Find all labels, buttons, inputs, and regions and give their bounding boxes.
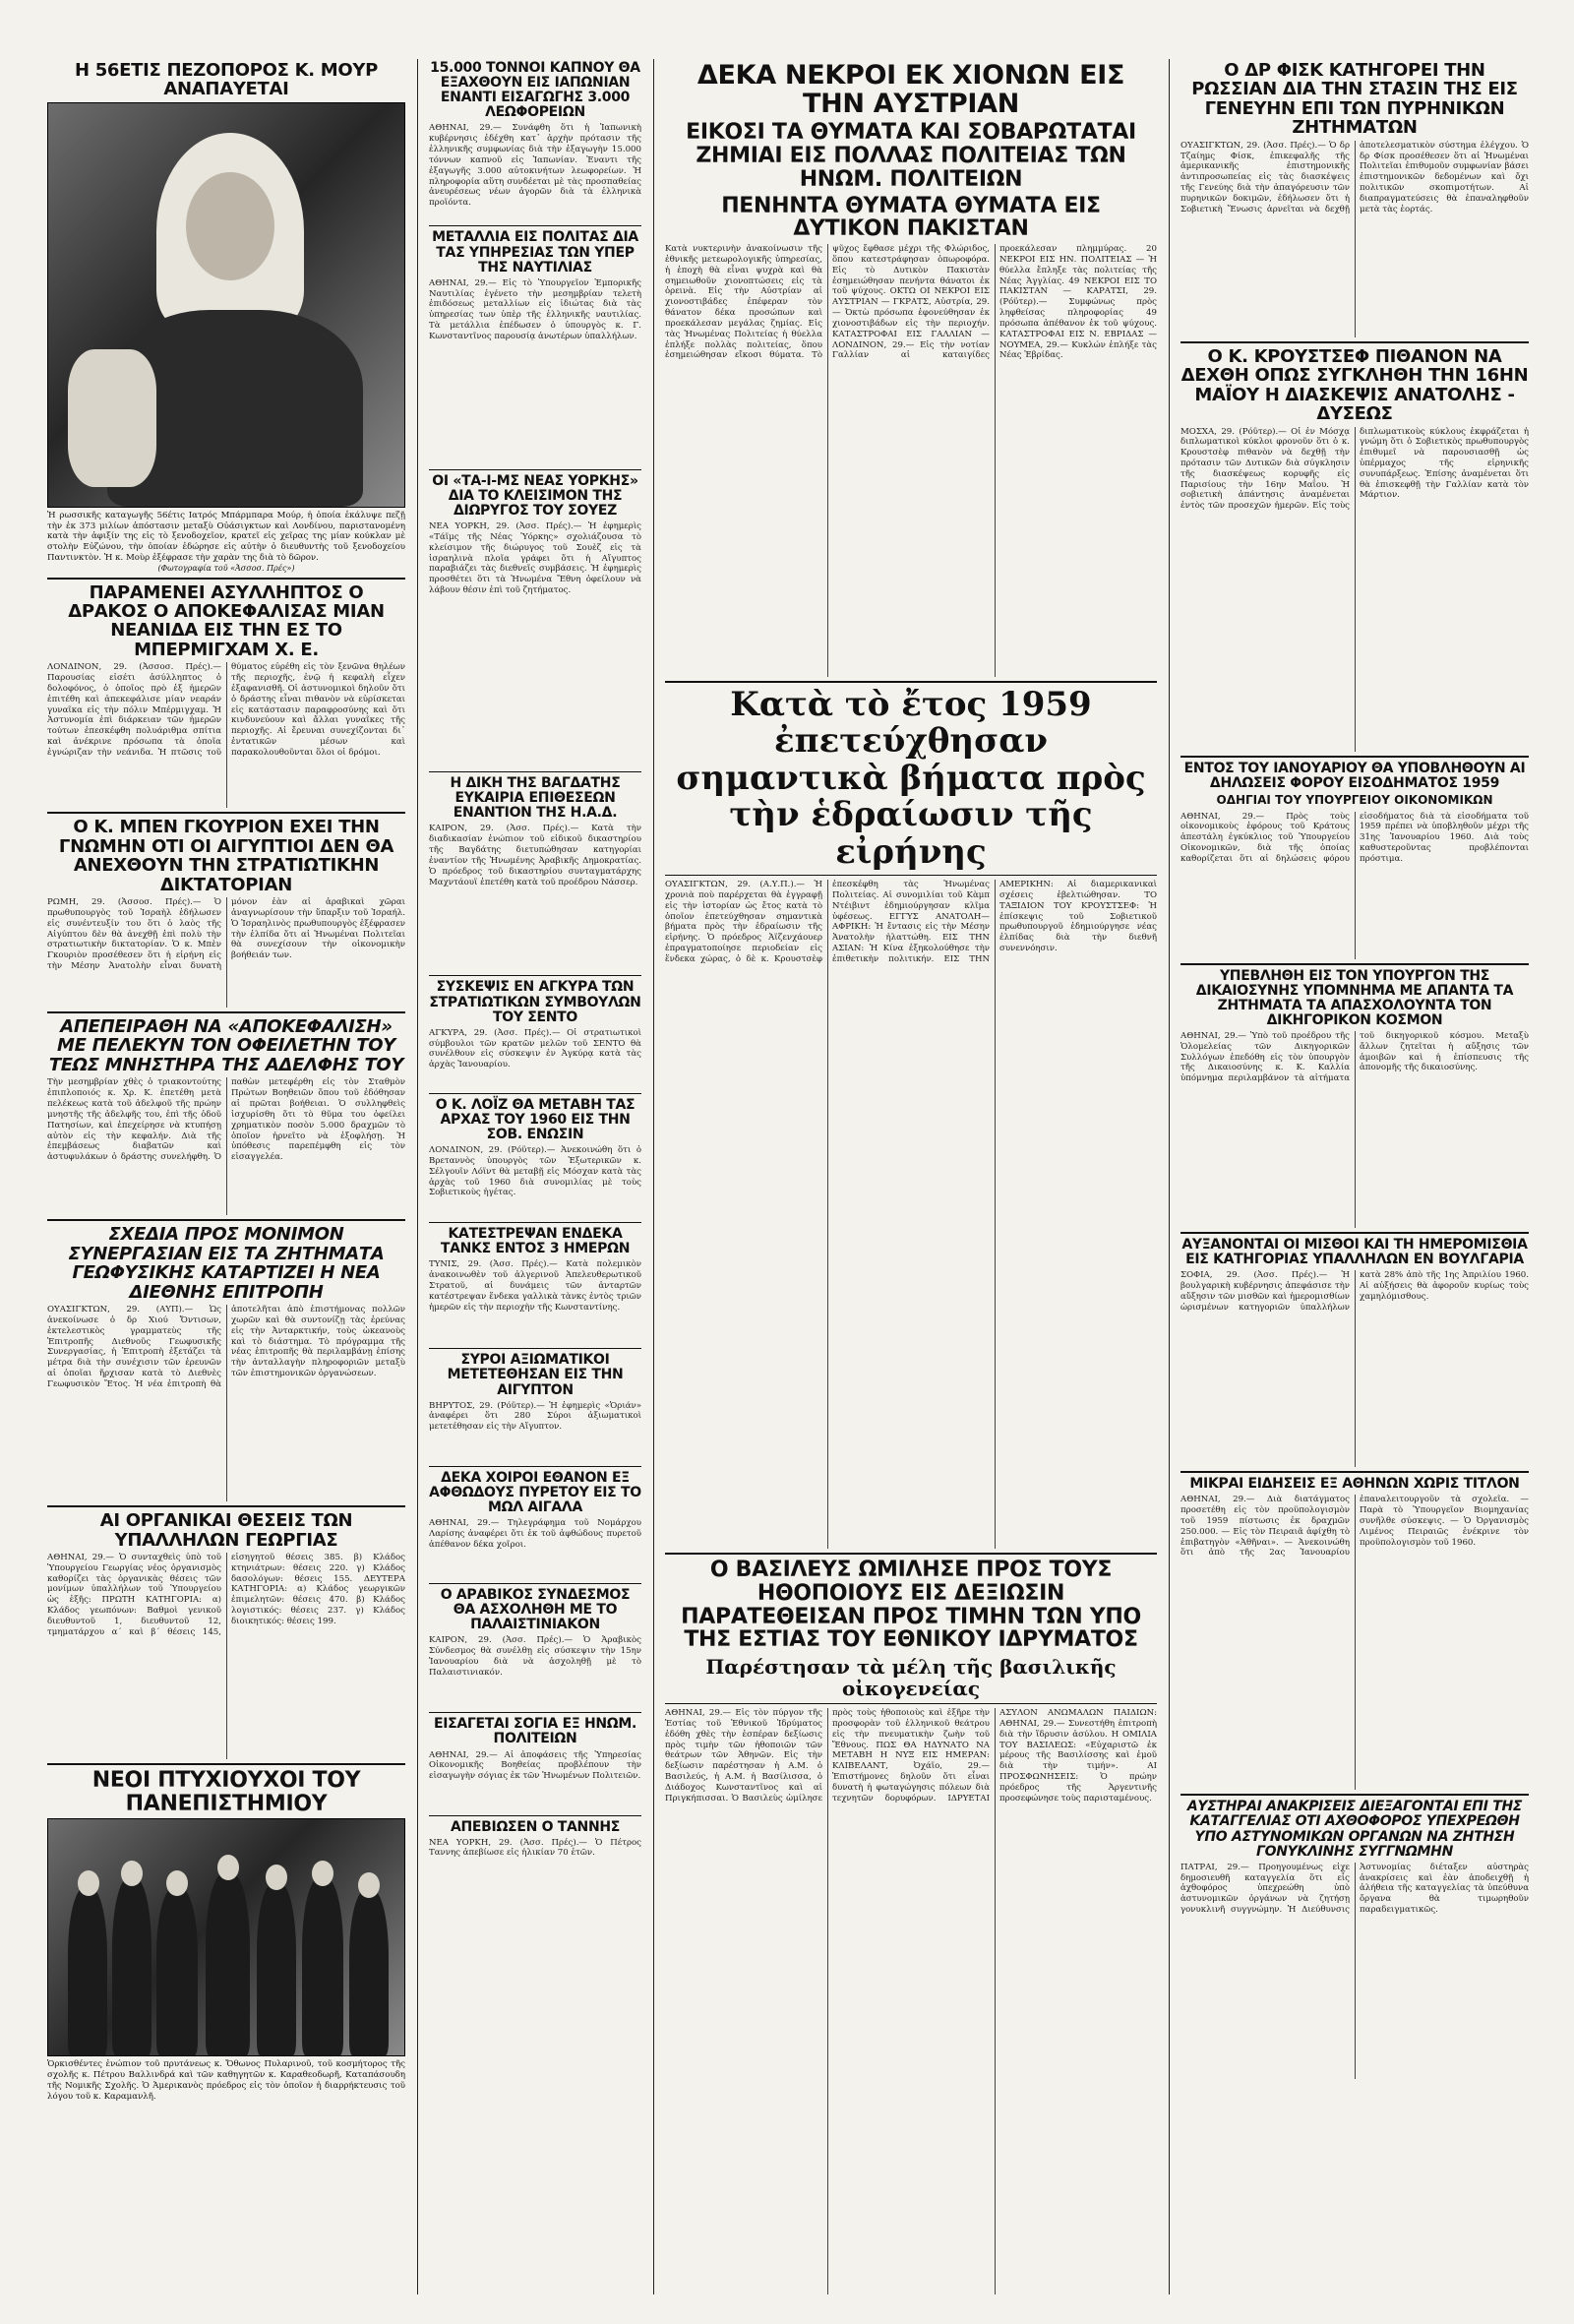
story-body: ΑΘΗΝΑΙ, 29.— Τηλεγράφημα τοῦ Νομάρχου Λαρίσης ἀναφέρει ὅτι ἐκ τοῦ ἀφθώδους πυρετοῦ ἀπέθανον δέκα χοῖροι. (429, 1517, 641, 1550)
story-headline: ΑΙ ΟΡΓΑΝΙΚΑΙ ΘΕΣΕΙΣ ΤΩΝ ΥΠΑΛΛΗΛΩΝ ΓΕΩΡΓΙΑΣ (99, 1510, 353, 1551)
story-body: ΛΟΝΔΙΝΟΝ, 29. (Ρόϋτερ).— Ἀνεκοινώθη ὅτι ὁ Βρεταννὸς ὑπουργὸς τῶν Ἐξωτερικῶν κ. Σέλγουϊν Λόϊντ θὰ μεταβῇ εἰς Μόσχαν κατὰ τὰς ἀρχὰς τοῦ 1960 διὰ συνομιλίας μὲ τοὺς Σοβιετικοὺς ἡγέτας. (429, 1145, 641, 1198)
story-body: ΑΘΗΝΑΙ, 29.— Εἰς τὸ Ὑπουργεῖον Ἐμπορικῆς Ναυτιλίας ἐγένετο τὴν μεσημβρίαν τελετὴ ἐπιδόσεως μεταλλίων εἰς ἰδιώτας διὰ τὰς ὑπηρεσίας των ὑπὲρ τῆς ἑλληνικῆς ναυτιλίας. Τὰ μετάλλια ἐπέδωσεν ὁ ὑπουργὸς κ. Γ. Κωνσταντῖνος παρουσίᾳ ἀνωτέρων ὑπαλλήλων. (429, 277, 641, 341)
story-body: ΝΕΑ ΥΟΡΚΗ, 29. (Ἀσσ. Πρές).— Ὁ Πέτρος Ταννης ἀπεβίωσε εἰς ἡλικίαν 70 ἐτῶν. (429, 1837, 641, 1859)
photo-caption-text: Ἡ ρωσσικῆς καταγωγῆς 56έτις Ιατρός Μπάρμπαρα Μούρ, ἡ ὁποία ἐκάλυψε πεζῇ τὴν ἐκ 373 μιλίων ἀπόστασιν μεταξὺ Οὐάσιγκτων καὶ Λονδίνου, παριστανομένη κατὰ τὴν ἀφιξίν της εἰς τὸ ξενοδοχεῖον, κρατεῖ εἰς χεῖρας της μίαν κούκλαν μὲ στολὴν Εὐζώνου, τὴν ὁποίαν ἐδώρησε εἰς αὐτὴν ὁ διευθυντὴς τοῦ ξενοδοχείου Παντινκτὸν. Ἡ κ. Μοὺρ ἐξέφρασε τὴν χαρὰν της διὰ τὸ δῶρον. (47, 510, 405, 563)
column-2 (421, 59, 649, 2294)
story-headline: Ο Κ. ΚΡΟΥΣΤΣΕΦ ΠΙΘΑΝΟΝ ΝΑ ΔΕΧΘΗ ΟΠΩΣ ΣΥΓΚΛΗΘΗ ΤΗΝ 16ΗΝ ΜΑΪΟΥ Η ΔΙΑΣΚΕΨΙΣ ΑΝΑΤΟΛΗΣ - ΔΥΣΕΩΣ (1180, 345, 1529, 425)
column-rule (653, 59, 654, 2294)
banner-headline: ΔΕΚΑ ΝΕΚΡΟΙ ΕΚ ΧΙΟΝΩΝ ΕΙΣ ΤΗΝ ΑΥΣΤΡΙΑΝ (696, 60, 1125, 120)
story-headline: ΣΥΡΟΙ ΑΞΙΩΜΑΤΙΚΟΙ ΜΕΤΕΤΕΘΗΣΑΝ ΕΙΣ ΤΗΝ ΑΙΓΥΠΤΟΝ (447, 1352, 624, 1398)
photo-caption (47, 2059, 405, 2102)
photo-credit: (Φωτογραφία τοῦ «Ἀσσοσ. Πρές») (157, 563, 295, 573)
story-body: ΑΘΗΝΑΙ, 29.— Πρὸς τοὺς οἰκονομικοὺς ἐφόρους τοῦ Κράτους ἀπεστάλη ἐγκύκλιος τοῦ Ὑπουργείου Οἰκονομικῶν, διὰ τῆς ὁποίας καθορίζεται ὅτι αἱ δηλώσεις φόρου εἰσοδήματος διὰ τὰ εἰσοδήματα τοῦ 1959 πρέπει νὰ ὑποβληθοῦν μέχρι τῆς 31ης Ἰανουαρίου 1960. Διὰ τοὺς καθυστεροῦντας προβλέπονται πρόστιμα. (1180, 811, 1529, 864)
photo-caption (47, 511, 405, 574)
feature-headline: Κατὰ τὸ ἔτος 1959 ἐπετεύχθησαν σημαντικὰ βήματα πρὸς τὴν ἑδραίωσιν τῆς εἰρήνης (676, 685, 1146, 872)
column-1 (39, 59, 413, 2294)
story-headline: Ο Κ. ΜΠΕΝ ΓΚΟΥΡΙΟΝ ΕΧΕΙ ΤΗΝ ΓΝΩΜΗΝ ΟΤΙ ΟΙ ΑΙΓΥΠΤΙΟΙ ΔΕΝ ΘΑ ΑΝΕΧΘΟΥΝ ΤΗΝ ΣΤΡΑΤΙΩΤΙΚΗΝ ΔΙΚΤΑΤΟΡΙΑΝ (58, 817, 394, 895)
story-headline: ΜΕΤΑΛΛΙΑ ΕΙΣ ΠΟΛΙΤΑΣ ΔΙΑ ΤΑΣ ΥΠΗΡΕΣΙΑΣ ΤΩΝ ΥΠΕΡ ΤΗΣ ΝΑΥΤΙΛΙΑΣ (432, 229, 638, 275)
story-body: ΑΘΗΝΑΙ, 29.— Ὑπὸ τοῦ προέδρου τῆς Ὁλομελείας τῶν Δικηγορικῶν Συλλόγων ἐπεδόθη εἰς τὸν ὑπουργὸν τῆς Δικαιοσύνης κ. Κ. Καλλία ὑπόμνημα περιλαμβάνον τὰ αἰτήματα τοῦ δικηγορικοῦ κόσμου. Μεταξὺ ἄλλων ζητεῖται ἡ αὔξησις τῶν ἀμοιβῶν καὶ ἡ ἐπίσπευσις τῆς ἀπονομῆς τῆς δικαιοσύνης. (1180, 1030, 1529, 1084)
photo-caption-text: Ὁρκισθέντες ἐνώπιον τοῦ πρυτάνεως κ. Ὄθωνος Πυλαρινοῦ, τοῦ κοσμήτορος τῆς σχολῆς κ. Πέτρου Βαλλινδρά καὶ τῶν καθηγητῶν κ. Καραθεοδωρῆ, Καταπάσουδη τῆς Νομικῆς Σχολῆς. Ὁ Ἀμερικανὸς πρόεδρος εἰς τὸν ὁποῖον ἡ διαρρήκτευσις τοῦ λόγου τοῦ κ. Καραμανλῆ. (47, 2059, 405, 2102)
story-headline: ΣΧΕΔΙΑ ΠΡΟΣ ΜΟΝΙΜΟΝ ΣΥΝΕΡΓΑΣΙΑΝ ΕΙΣ ΤΑ ΖΗΤΗΜΑΤΑ ΓΕΩΦΥΣΙΚΗΣ ΚΑΤΑΡΤΙΖΕΙ Η ΝΕΑ ΔΙΕΘΝΗΣ ΕΠΙΤΡΟΠΗ (68, 1224, 385, 1303)
story-body: ΒΗΡΥΤΟΣ, 29. (Ρόϋτερ).— Ἡ ἐφημερὶς «Ὁριάν» ἀναφέρει ὅτι 280 Σύροι ἀξιωματικοὶ μετετέθησαν εἰς τὴν Αἴγυπτον. (429, 1400, 641, 1433)
story-body: ΑΘΗΝΑΙ, 29.— Ὁ συνταχθεὶς ὑπὸ τοῦ Ὑπουργείου Γεωργίας νέος ὀργανισμὸς καθορίζει τὰς ὀργανικὰς θέσεις τῶν μονίμων ὑπαλλήλων τοῦ Ὑπουργείου ὡς ἑξῆς: ΠΡΩΤΗ ΚΑΤΗΓΟΡΙΑ: α) Κλάδος γεωπόνων: Βαθμοὶ γενικοῦ διευθυντοῦ 1, διευθυντοῦ 12, τμηματάρχου α΄ καὶ β΄ θέσεις 145, εἰσηγητοῦ θέσεις 385. β) Κλάδος κτηνιάτρων: θέσεις 220. γ) Κλάδος δασολόγων: θέσεις 155. ΔΕΥΤΕΡΑ ΚΑΤΗΓΟΡΙΑ: α) Κλάδος γεωργικῶν ἐπιμελητῶν: θέσεις 470. β) Κλάδος λογιστικός: θέσεις 237. γ) Κλάδος διοικητικός: θέσεις 199. (47, 1552, 405, 1637)
royal-subheadline: Παρέστησαν τὰ μέλη τῆς βασιλικῆς οἰκογενείας (705, 1655, 1117, 1701)
story-headline: ΑΠΕΠΕΙΡΑΘΗ ΝΑ «ΑΠΟΚΕΦΑΛΙΣΗ» ΜΕ ΠΕΛΕΚΥΝ ΤΟΝ ΟΦΕΙΛΕΤΗΝ ΤΟΥ ΤΕΩΣ ΜΝΗΣΤΗΡΑ ΤΗΣ ΑΔΕΛΦΗΣ ΤΟΥ (48, 1016, 404, 1075)
story-headline: Ο ΑΡΑΒΙΚΟΣ ΣΥΝΔΕΣΜΟΣ ΘΑ ΑΣΧΟΛΗΘΗ ΜΕ ΤΟ ΠΑΛΑΙΣΤΙΝΙΑΚΟΝ (440, 1586, 631, 1633)
story-headline: ΟΙ «ΤΑ-Ι-ΜΣ ΝΕΑΣ ΥΟΡΚΗΣ» ΔΙΑ ΤΟ ΚΛΕΙΣΙΜΟΝ ΤΗΣ ΔΙΩΡΥΓΟΣ ΤΟΥ ΣΟΥΕΖ (432, 472, 638, 519)
story-body: ΡΩΜΗ, 29. (Ἀσσοσ. Πρές).— Ὁ πρωθυπουργὸς τοῦ Ἰσραὴλ ἐδήλωσεν εἰς συνέντευξίν του ὅτι ὁ λαὸς τῆς Αἰγύπτου δὲν θὰ ἀνεχθῇ ἐπὶ πολὺ τὴν στρατιωτικὴν δικτατορίαν. Ὁ κ. Μπὲν Γκουριὸν προσέθεσεν ὅτι ἡ εἰρήνη εἰς τὴν Μέσην Ἀνατολὴν εἶναι δυνατὴ μόνον ἐὰν αἱ ἀραβικαὶ χῶραι ἀναγνωρίσουν τὴν ὕπαρξιν τοῦ Ἰσραήλ. Ὁ Ἰσραηλινὸς πρωθυπουργὸς ἐξέφρασεν τὴν ἐλπίδα ὅτι αἱ Ἡνωμέναι Πολιτεῖαι θὰ συνεχίσουν τὴν οἰκονομικὴν βοήθειάν των. (47, 897, 405, 972)
story-headline: ΠΑΡΑΜΕΝΕΙ ΑΣΥΛΛΗΠΤΟΣ Ο ΔΡΑΚΟΣ Ο ΑΠΟΚΕΦΑΛΙΣΑΣ ΜΙΑΝ ΝΕΑΝΙΔΑ ΕΙΣ ΤΗΝ ΕΣ ΤΟ ΜΠΕΡΜΙΓΧΑΜ Χ. Ε. (68, 581, 385, 660)
photo-headline: Η 56ΕΤΙΣ ΠΕΖΟΠΟΡΟΣ Κ. ΜΟΥΡ ΑΝΑΠΑΥΕΤΑΙ (74, 60, 379, 100)
story-body: ΣΟΦΙΑ, 29. (Ἀσσ. Πρές).— Ἡ βουλγαρικὴ κυβέρνησις ἀπεφάσισε τὴν αὔξησιν τῶν μισθῶν καὶ ἡμερομισθίων ὡρισμένων κατηγοριῶν ὑπαλλήλων κατὰ 28% ἀπὸ τῆς 1ης Ἀπριλίου 1960. Αἱ αὐξήσεις θὰ ἀφοροῦν κυρίως τοὺς χαμηλόμισθους. (1180, 1270, 1529, 1313)
story-headline: 15.000 ΤΟΝΝΟΙ ΚΑΠΝΟΥ ΘΑ ΕΞΑΧΘΟΥΝ ΕΙΣ ΙΑΠΩΝΙΑΝ ΕΝΑΝΤΙ ΕΙΣΑΓΩΓΗΣ 3.000 ΛΕΩΦΟΡΕΙΩΝ (430, 60, 640, 121)
banner-headline: ΠΕΝΗΝΤΑ ΘΥΜΑΤΑ ΘΥΜΑΤΑ ΕΙΣ ΔΥΤΙΚΟΝ ΠΑΚΙΣΤΑΝ (721, 193, 1101, 242)
story-headline: Ο Κ. ΛΟΪΖ ΘΑ ΜΕΤΑΒΗ ΤΑΣ ΑΡΧΑΣ ΤΟΥ 1960 ΕΙΣ ΤΗΝ ΣΟΒ. ΕΝΩΣΙΝ (435, 1096, 636, 1142)
column-3 (657, 59, 1165, 2294)
story-body: ΑΘΗΝΑΙ, 29.— Αἱ ἀποφάσεις τῆς Ὑπηρεσίας Οἰκονομικῆς Βοηθείας προβλέπουν τὴν εἰσαγωγὴν σόγιας ἐκ τῶν Ἡνωμένων Πολιτειῶν. (429, 1749, 641, 1782)
column-rule (1169, 59, 1170, 2294)
story-headline: ΕΝΤΟΣ ΤΟΥ ΙΑΝΟΥΑΡΙΟΥ ΘΑ ΥΠΟΒΛΗΘΟΥΝ ΑΙ ΔΗΛΩΣΕΙΣ ΦΟΡΟΥ ΕΙΣΟΔΗΜΑΤΟΣ 1959 (1183, 760, 1526, 791)
story-body: ΑΘΗΝΑΙ, 29.— Διὰ διατάγματος προσετέθη εἰς τὸν προϋπολογισμὸν τοῦ 1959 πίστωσις ἐκ δραχμῶν 250.000. — Εἰς τὸν Πειραιᾶ ἀφίχθη τὸ ἐπιβατηγὸν «Ἀθῆναι». — Ἀνεκοινώθη ὅτι ἀπὸ τῆς 2ας Ἰανουαρίου ἐπαναλειτουργοῦν τὰ σχολεῖα. — Παρὰ τὸ Ὑπουργεῖον Βιομηχανίας συνῆλθε σύσκεψις. — Ὁ Ὀργανισμὸς Λιμένος Πειραιῶς ἐνέκρινε τὸν προϋπολογισμὸν τοῦ 1960. (1180, 1495, 1529, 1559)
story-headline: ΝΕΟΙ ΠΤΥΧΙΟΥΧΟΙ ΤΟΥ ΠΑΝΕΠΙΣΤΗΜΙΟΥ (91, 1767, 361, 1816)
story-body: Τὴν μεσημβρίαν χθὲς ὁ τριακοντούτης ἐπιπλοποιός κ. Χρ. Κ. ἐπετέθη μετὰ πελέκεως κατὰ τοῦ ἀδελφοῦ τῆς πρώην μνηστῆς τῆς ἀδελφῆς του, ἐπὶ τῆς ὁδοῦ Πατησίων, καὶ ἐπεχείρησε νὰ κτυπήσῃ αὐτὸν εἰς τὴν κεφαλήν. Διὰ τῆς ἐπεμβάσεως διαβατῶν καὶ ἀστυφυλάκων ὁ δράστης συνελήφθη. Ὁ παθὼν μετεφέρθη εἰς τὸν Σταθμὸν Πρώτων Βοηθειῶν ὅπου τοῦ ἐδόθησαν αἱ πρῶται βοήθειαι. Ὁ συλληφθεὶς ἰσχυρίσθη ὅτι τὸ θῦμα του ὀφείλει χρηματικὸν ποσὸν 5.000 δραχμῶν τὸ ὁποῖον ἠρνεῖτο νὰ ἐξοφλήσῃ. Ἡ ὑπόθεσις παρεπέμφθη εἰς τὸν εἰσαγγελέα. (47, 1077, 405, 1163)
story-headline: ΕΙΣΑΓΕΤΑΙ ΣΟΓΙΑ ΕΞ ΗΝΩΜ. ΠΟΛΙΤΕΙΩΝ (433, 1716, 637, 1747)
feature-body: ΟΥΑΣΙΓΚΤΩΝ, 29. (Α.Υ.Π.).— Ἡ χρονιὰ ποὺ παρέρχεται θὰ ἐγγραφῇ εἰς τὴν ἱστορίαν ὡς ἔτος κατὰ τὸ ὁποῖον ἐπετεύχθησαν σημαντικὰ βήματα πρὸς τὴν ἑδραίωσιν τῆς εἰρήνης. Ὁ πρόεδρος Ἀϊζενχάουερ ἐπραγματοποίησε περιοδείαν εἰς ἕνδεκα χώρας, ὁ δὲ κ. Κρουστσὲφ ἐπεσκέφθη τὰς Ἡνωμένας Πολιτείας. Αἱ συνομιλίαι τοῦ Κὰμπ Ντέιβιντ ἐδημιούργησαν κλῖμα ὑφέσεως. ΕΓΓΥΣ ΑΝΑΤΟΛΗ—ΑΦΡΙΚΗ: Ἡ ἔντασις εἰς τὴν Μέσην Ἀνατολὴν ἠλαττώθη. ΕΙΣ ΤΗΝ ΑΣΙΑΝ: Ἡ Κίνα ἐξηκολούθησε τὴν ἐπιθετικὴν πολιτικήν. ΕΙΣ ΤΗΝ ΑΜΕΡΙΚΗΝ: Αἱ διαμερικανικαὶ σχέσεις ἐβελτιώθησαν. ΤΟ ΤΑΞΙΔΙΟΝ ΤΟΥ ΚΡΟΥΣΤΣΕΦ: Ἡ ἐπίσκεψις τοῦ Σοβιετικοῦ πρωθυπουργοῦ ἐδημιούργησε νέας ἐλπίδας διὰ τὴν διεθνῆ συνεννόησιν. (665, 880, 1157, 964)
story-headline: ΑΠΕΒΙΩΣΕΝ Ο ΤΑΝΝΗΣ (450, 1818, 621, 1835)
story-body: ΛΟΝΔΙΝΟΝ, 29. (Ἀσσοσ. Πρές).— Παρουσίας εἰσέτι ἀσύλληπτος ὁ δολοφόνος, ὁ ὁποῖος πρὸ ἐξ ἡμερῶν ἐπιτέθη καὶ ἀπεκεφάλισε μίαν νεαράν γυναῖκα εἰς τὴν πόλιν Μπέρμιγχαμ. Ἡ Ἀστυνομία ἐπὶ διάρκειαν τῶν ἡμερῶν τούτων ἐπεσκέφθη πολυάριθμα σπίτια καὶ ἀνέκρινε πρόσωπα τὰ ὁποῖα ἐγνώριζαν τὴν νεάνιδα. Ἡ πτῶσις τοῦ θύματος εὑρέθη εἰς τὸν ξενῶνα θηλέων τῆς περιοχῆς, ἐνῷ ἡ κεφαλὴ εἶχεν ἐξαφανισθῆ. Οἱ ἀστυνομικοὶ δηλοῦν ὅτι ὁ δράστης εἶναι πιθανὸν νὰ εὑρίσκεται εἰς κατάστασιν παραφροσύνης καὶ ὅτι κινδυνεύουν καὶ ἄλλαι γυναῖκες τῆς περιοχῆς. Αἱ ἔρευναι συνεχίζονται δι᾽ ἐντατικῶν μέσων καὶ παρακολουθοῦνται ὅλοι οἱ δρόμοι. (47, 662, 405, 758)
story-body: ΜΟΣΧΑ, 29. (Ρόϋτερ).— Οἱ ἐν Μόσχᾳ διπλωματικοὶ κύκλοι φρονοῦν ὅτι ὁ κ. Κρουστσὲφ πιθανὸν νὰ δεχθῇ τὴν πρότασιν τῶν Δυτικῶν διὰ σύγκλησιν τῆς διασκέψεως κορυφῆς εἰς Παρισίους τὴν 16ην Μαΐου. Ἡ σοβιετικὴ ἀπάντησις ἀναμένεται ἐντὸς τῶν προσεχῶν ἡμερῶν. Εἰς τοὺς διπλωματικοὺς κύκλους ἐκφράζεται ἡ γνώμη ὅτι ὁ Σοβιετικὸς πρωθυπουργὸς ἐπιθυμεῖ νὰ παρουσιασθῇ ὡς ὑπέρμαχος τῆς εἰρηνικῆς συνυπάρξεως. Ἐπίσης ἀναμένεται ὅτι θὰ ἐπισκεφθῇ τὴν Γαλλίαν κατὰ τὸν Μάρτιον. (1180, 426, 1529, 512)
story-body: ΠΑΤΡΑΙ, 29.— Προηγουμένως εἶχε δημοσιευθῆ καταγγελία ὅτι εἷς ἀχθοφόρος ὑπεχρεώθη ὑπὸ ἀστυνομικῶν ὀργάνων νὰ ζητήσῃ γονυκλινῆ συγγνώμην. Ἡ Διεύθυνσις Ἀστυνομίας διέταξεν αὐστηρὰς ἀνακρίσεις καὶ ἐὰν ἀποδειχθῇ ἡ ἀλήθεια τῆς καταγγελίας τὰ ὑπεύθυνα ὄργανα θὰ τιμωρηθοῦν παραδειγματικῶς. (1180, 1862, 1529, 1916)
royal-body: ΑΘΗΝΑΙ, 29.— Εἰς τὸν πύργον τῆς Ἑστίας τοῦ Ἐθνικοῦ Ἱδρύματος ἐδόθη χθὲς τὴν ἑσπέραν δεξίωσις πρὸς τιμὴν τῶν ἠθοποιῶν τῶν θεάτρων τῶν Ἀθηνῶν. Εἰς τὴν δεξίωσιν παρέστησαν ἡ Α.Μ. ὁ Βασιλεύς, ἡ Α.Μ. ἡ Βασίλισσα, ὁ Διάδοχος Κωνσταντῖνος καὶ αἱ Πριγκήπισσαι. Ὁ Βασιλεὺς ὡμίλησε πρὸς τοὺς ἠθοποιοὺς καὶ ἐξῆρε τὴν προσφορὰν τοῦ ἑλληνικοῦ θεάτρου εἰς τὴν πνευματικὴν ζωὴν τοῦ Ἔθνους. ΠΩΣ ΘΑ ΗΔΥΝΑΤΟ ΝΑ ΜΕΤΑΒΗ Η ΝΥΞ ΕΙΣ ΗΜΕΡΑΝ: ΚΛΙΒΕΛΑΝΤ, Ὀχάϊο, 29.— Ἐπιστήμονες δηλοῦν ὅτι εἶναι δυνατὴ ἡ φωταγώγησις πόλεων διὰ τεχνητῶν δορυφόρων. ΙΔΡΥΕΤΑΙ ΑΣΥΛΟΝ ΑΝΩΜΑΛΩΝ ΠΑΙΔΙΩΝ: ΑΘΗΝΑΙ, 29.— Συνεστήθη ἐπιτροπὴ διὰ τὴν ἵδρυσιν ἀσύλου. Η ΟΜΙΛΙΑ ΤΟΥ ΒΑΣΙΛΕΩΣ: «Εὐχαριστῶ ἐκ μέρους τῆς Βασιλίσσης καὶ ἐμοῦ διὰ τὴν τιμήν». ΑΙ ΠΡΟΣΦΩΝΗΣΕΙΣ: Ὁ πρώην πρόεδρος τῆς Ἀργεντινῆς προσεφώνησε τοὺς παρισταμένους. (665, 1708, 1157, 1804)
story-headline: ΥΠΕΒΛΗΘΗ ΕΙΣ ΤΟΝ ΥΠΟΥΡΓΟΝ ΤΗΣ ΔΙΚΑΙΟΣΥΝΗΣ ΥΠΟΜΝΗΜΑ ΜΕ ΑΠΑΝΤΑ ΤΑ ΖΗΤΗΜΑΤΑ ΤΑ ΑΠΑΣΧΟΛΟΥΝΤΑ ΤΟΝ ΔΙΚΗΓΟΡΙΚΟΝ ΚΟΣΜΟΝ (1195, 967, 1514, 1028)
story-headline: Ο ΔΡ ΦΙΣΚ ΚΑΤΗΓΟΡΕΙ ΤΗΝ ΡΩΣΣΙΑΝ ΔΙΑ ΤΗΝ ΣΤΑΣΙΝ ΤΗΣ ΕΙΣ ΓΕΝΕΥΗΝ ΕΠΙ ΤΩΝ ΠΥΡΗΝΙΚΩΝ ΖΗΤΗΜΑΤΩΝ (1191, 60, 1518, 139)
story-headline: ΔΕΚΑ ΧΟΙΡΟΙ ΕΘΑΝΟΝ ΕΞ ΑΦΘΩΔΟΥΣ ΠΥΡΕΤΟΥ ΕΙΣ ΤΟ ΜΩΛ ΑΙΓΑΛΑ (429, 1469, 641, 1515)
royal-headline: Ο ΒΑΣΙΛΕΥΣ ΩΜΙΛΗΣΕ ΠΡΟΣ ΤΟΥΣ ΗΘΟΠΟΙΟΥΣ ΕΙΣ ΔΕΞΙΩΣΙΝ ΠΑΡΑΤΕΘΕΙΣΑΝ ΠΡΟΣ ΤΙΜΗΝ ΤΩΝ ΥΠΟ ΤΗΣ ΕΣΤΙΑΣ ΤΟΥ ΕΘΝΙΚΟΥ ΙΔΡΥΜΑΤΟΣ (681, 1558, 1141, 1653)
story-body: ΟΥΑΣΙΓΚΤΩΝ, 29. (Ἀσσ. Πρές).— Ὁ δρ Τζαίημς Φίσκ, ἐπικεφαλῆς τῆς ἀμερικανικῆς ἐπιστημονικῆς ἀντιπροσωπείας εἰς τὰς διασκέψεις τῆς Γενεύης διὰ τὴν ἀπαγόρευσιν τῶν πυρηνικῶν δοκιμῶν, ἐδήλωσεν ὅτι ἡ Σοβιετικὴ Ἕνωσις ἀρνεῖται νὰ δεχθῇ ἀποτελεσματικὸν σύστημα ἐλέγχου. Ὁ δρ Φίσκ προσέθεσεν ὅτι αἱ Ἡνωμέναι Πολιτεῖαι ἐπιθυμοῦν συμφωνίαν βάσει ἐπιστημονικῶν δεδομένων καὶ ὄχι πολιτικῶν σκοπιμοτήτων. Αἱ διαπραγματεύσεις θὰ ἐπαναληφθοῦν μετὰ τὰς ἑορτάς. (1180, 140, 1529, 214)
story-body: ΤΥΝΙΣ, 29. (Ἀσσ. Πρές).— Κατὰ πολεμικὸν ἀνακοινωθὲν τοῦ ἀλγερινοῦ Ἀπελευθερωτικοῦ Στρατοῦ, αἱ δυνάμεις τῶν ἀνταρτῶν κατέστρεψαν ἕνδεκα γαλλικὰ τὰνκς ἐντὸς τριῶν ἡμερῶν εἰς τὴν περιοχὴν τῆς Κωνσταντίνης. (429, 1259, 641, 1313)
story-headline: ΣΥΣΚΕΨΙΣ ΕΝ ΑΓΚΥΡΑ ΤΩΝ ΣΤΡΑΤΙΩΤΙΚΩΝ ΣΥΜΒΟΥΛΩΝ ΤΟΥ ΣΕΝΤΟ (429, 979, 641, 1025)
story-body: ΑΓΚΥΡΑ, 29. (Ἀσσ. Πρές).— Οἱ στρατιωτικοὶ σύμβουλοι τῶν κρατῶν μελῶν τοῦ ΣΕΝΤΟ θὰ συνέλθουν εἰς σύσκεψιν ἐν Ἀγκύρᾳ κατὰ τὰς ἀρχὰς Ἰανουαρίου. (429, 1027, 641, 1070)
story-headline: Η ΔΙΚΗ ΤΗΣ ΒΑΓΔΑΤΗΣ ΕΥΚΑΙΡΙΑ ΕΠΙΘΕΣΕΩΝ ΕΝΑΝΤΙΟΝ ΤΗΣ Η.Α.Δ. (450, 775, 621, 822)
story-body: ΚΑΪΡΟΝ, 29. (Ἀσσ. Πρές).— Κατὰ τὴν διαδικασίαν ἐνώπιον τοῦ εἰδικοῦ δικαστηρίου τῆς Βαγδάτης διετυπώθησαν κατηγορίαι ἐναντίον τῆς Ἡνωμένης Ἀραβικῆς Δημοκρατίας. Ὁ πρόεδρος τοῦ δικαστηρίου συνταγματάρχης Μαχντάουϊ ἐπετέθη κατὰ τοῦ προέδρου Νάσσερ. (429, 824, 641, 887)
story-subheadline: ΟΔΗΓΙΑΙ ΤΟΥ ΥΠΟΥΡΓΕΙΟΥ ΟΙΚΟΝΟΜΙΚΩΝ (1216, 792, 1493, 807)
story-headline: ΜΙΚΡΑΙ ΕΙΔΗΣΕΙΣ ΕΞ ΑΘΗΝΩΝ ΧΩΡΙΣ ΤΙΤΛΟΝ (1189, 1476, 1520, 1493)
photo-graduates-group (47, 1818, 405, 2056)
story-body: ΝΕΑ ΥΟΡΚΗ, 29. (Ἀσσ. Πρές).— Ἡ ἐφημερὶς «Τάϊμς τῆς Νέας Ὑόρκης» σχολιάζουσα τὸ κλείσιμον τῆς διώρυγος τοῦ Σουὲζ εἰς τὰ ἰσραηλινὰ πλοῖα γράφει ὅτι ἡ Αἴγυπτος παραβιάζει τὰς διεθνεῖς συμβάσεις. Ἡ ἐφημερὶς προσθέτει ὅτι τὰ Ἡνωμένα Ἔθνη ὀφείλουν νὰ λάβουν θέσιν ἐπὶ τοῦ ζητήματος. (429, 521, 641, 596)
story-body: ΚΑΪΡΟΝ, 29. (Ἀσσ. Πρές).— Ὁ Ἀραβικὸς Σύνδεσμος θὰ συνέλθῃ εἰς σύσκεψιν τὴν 15ην Ἰανουαρίου διὰ νὰ ἀσχοληθῇ μὲ τὸ Παλαιστινιακόν. (429, 1635, 641, 1678)
column-rule (417, 59, 418, 2294)
column-4 (1173, 59, 1537, 2294)
story-headline: ΑΥΞΑΝΟΝΤΑΙ ΟΙ ΜΙΣΘΟΙ ΚΑΙ ΤΗ ΗΜΕΡΟΜΙΣΘΙΑ ΕΙΣ ΚΑΤΗΓΟΡΙΑΣ ΥΠΑΛΛΗΛΩΝ ΕΝ ΒΟΥΛΓΑΡΙΑ (1181, 1236, 1528, 1268)
story-body: Κατὰ νυκτερινὴν ἀνακοίνωσιν τῆς ἐθνικῆς μετεωρολογικῆς ὑπηρεσίας, ἡ ἐποχὴ θὰ εἶναι ψυχρὰ καὶ θὰ σημειωθοῦν χιονοπτώσεις εἰς τὰ ὀρεινὰ. Εἰς τὴν Αὐστρίαν αἱ χιονοστιβάδες ἐπέφεραν τὸν θάνατον δέκα προσώπων καὶ προεκάλεσαν μεγάλας ζημίας. Εἰς τὰς Ἡνωμένας Πολιτείας ἡ θύελλα ἐπλήξε πολλὰς πολιτείας, ὅπου ἐσημειώθησαν εἴκοσι θύματα. Τὸ ψῦχος ἔφθασε μέχρι τῆς Φλώριδος, ὅπου κατεστράφησαν ὀπωροφόρα. Εἰς τὸ Δυτικὸν Πακιστὰν ἐσημειώθησαν πενήντα θάνατοι ἐκ τοῦ ψύχους. ΟΚΤΩ ΟΙ ΝΕΚΡΟΙ ΕΙΣ ΑΥΣΤΡΙΑΝ — ΓΚΡΑΤΣ, Αὐστρία, 29.— Ὀκτὼ πρόσωπα ἐφονεύθησαν ἐκ χιονοστιβάδων εἰς τὴν περιοχήν. ΚΑΤΑΣΤΡΟΦΑΙ ΕΙΣ ΓΑΛΛΙΑΝ — ΛΟΝΔΙΝΟΝ, 29.— Εἰς τὴν νοτίαν Γαλλίαν αἱ καταιγίδες προεκάλεσαν πλημμύρας. 20 ΝΕΚΡΟΙ ΕΙΣ ΗΝ. ΠΟΛΙΤΕΙΑΣ — Ἡ θύελλα ἔπληξε τὰς πολιτείας τῆς Νέας Ἀγγλίας. 49 ΝΕΚΡΟΙ ΕΙΣ ΤΟ ΠΑΚΙΣΤΑΝ — ΚΑΡΑΤΣΙ, 29. (Ρόϋτερ).— Συμφώνως πρὸς ληφθείσας πληροφορίας 49 πρόσωπα ἀπέθανον ἐκ τοῦ ψύχους. ΚΑΤΑΣΤΡΟΦΑΙ ΕΙΣ Ν. ΕΒΡΙΔΑΣ — ΝΟΥΜΕΑ, 29.— Κυκλών ἐπλήξε τὰς Νέας Ἐβρίδας. (665, 244, 1157, 361)
story-body: ΑΘΗΝΑΙ, 29.— Συνάφθη ὅτι ἡ Ἰαπωνικὴ κυβέρνησις ἐδέχθη κατ᾽ ἀρχὴν πρότασιν τῆς ἑλληνικῆς συμφωνίας διὰ τὴν ἐξαγωγὴν 15.000 τόννων καπνοῦ εἰς Ἰαπωνίαν. Ἐναντι τῆς ἐξαγωγῆς 3.000 αὐτοκινήτων λεωφορείων. Ἡ πληροφορία αὕτη συνδέεται μὲ τὰς προσπαθείας ἀνευρέσεως νέων ἀγορῶν διὰ τὰ ἑλληνικὰ προϊόντα. (429, 123, 641, 209)
story-headline: ΚΑΤΕΣΤΡΕΨΑΝ ΕΝΔΕΚΑ ΤΑΝΚΣ ΕΝΤΟΣ 3 ΗΜΕΡΩΝ (440, 1226, 631, 1257)
story-body: ΟΥΑΣΙΓΚΤΩΝ, 29. (ΑΥΠ).— Ὡς ἀνεκοίνωσε ὁ δρ Χιού Ὄντισων, ἐκτελεστικὸς γραμματεὺς τῆς Ἐπιτροπῆς Διεθνοῦς Γεωφυσικῆς Συνεργασίας, ἡ Ἐπιτροπὴ ἐξετάζει τὰ μέτρα διὰ τὴν συνέχισιν τῶν ἐρευνῶν αἱ ὁποῖαι ἤρχισαν κατὰ τὸ Διεθνὲς Γεωφυσικὸν Ἔτος. Ἡ νέα ἐπιτροπὴ θὰ ἀποτελῆται ἀπὸ ἐπιστήμονας πολλῶν χωρῶν καὶ θὰ συντονίζῃ τὰς ἐρεύνας εἰς τὴν Ἀνταρκτικήν, τοὺς ὠκεανοὺς καὶ τὸ διάστημα. Τὸ πρόγραμμα τῆς νέας ἐπιτροπῆς θὰ περιλαμβάνῃ ἐπίσης τὴν ἀνταλλαγὴν πληροφοριῶν μεταξὺ τῶν ἐπιστημονικῶν ὀργανώσεων. (47, 1305, 405, 1389)
photo-doctor-with-doll (47, 102, 405, 508)
story-headline: ΑΥΣΤΗΡΑΙ ΑΝΑΚΡΙΣΕΙΣ ΔΙΕΞΑΓΟΝΤΑΙ ΕΠΙ ΤΗΣ ΚΑΤΑΓΓΕΛΙΑΣ ΟΤΙ ΑΧΘΟΦΟΡΟΣ ΥΠΕΧΡΕΩΘΗ ΥΠΟ ΑΣΤΥΝΟΜΙΚΩΝ ΟΡΓΑΝΩΝ ΝΑ ΖΗΤΗΣΗ ΓΟΝΥΚΛΙΝΗΣ ΣΥΓΓΝΩΜΗΝ (1186, 1799, 1523, 1860)
banner-headline: ΕΙΚΟΣΙ ΤΑ ΘΥΜΑΤΑ ΚΑΙ ΣΟΒΑΡΩΤΑΤΑΙ ΖΗΜΙΑΙ ΕΙΣ ΠΟΛΛΑΣ ΠΟΛΙΤΕΙΑΣ ΤΩΝ ΗΝΩΜ. ΠΟΛΙΤΕΙΩΝ (686, 120, 1136, 192)
